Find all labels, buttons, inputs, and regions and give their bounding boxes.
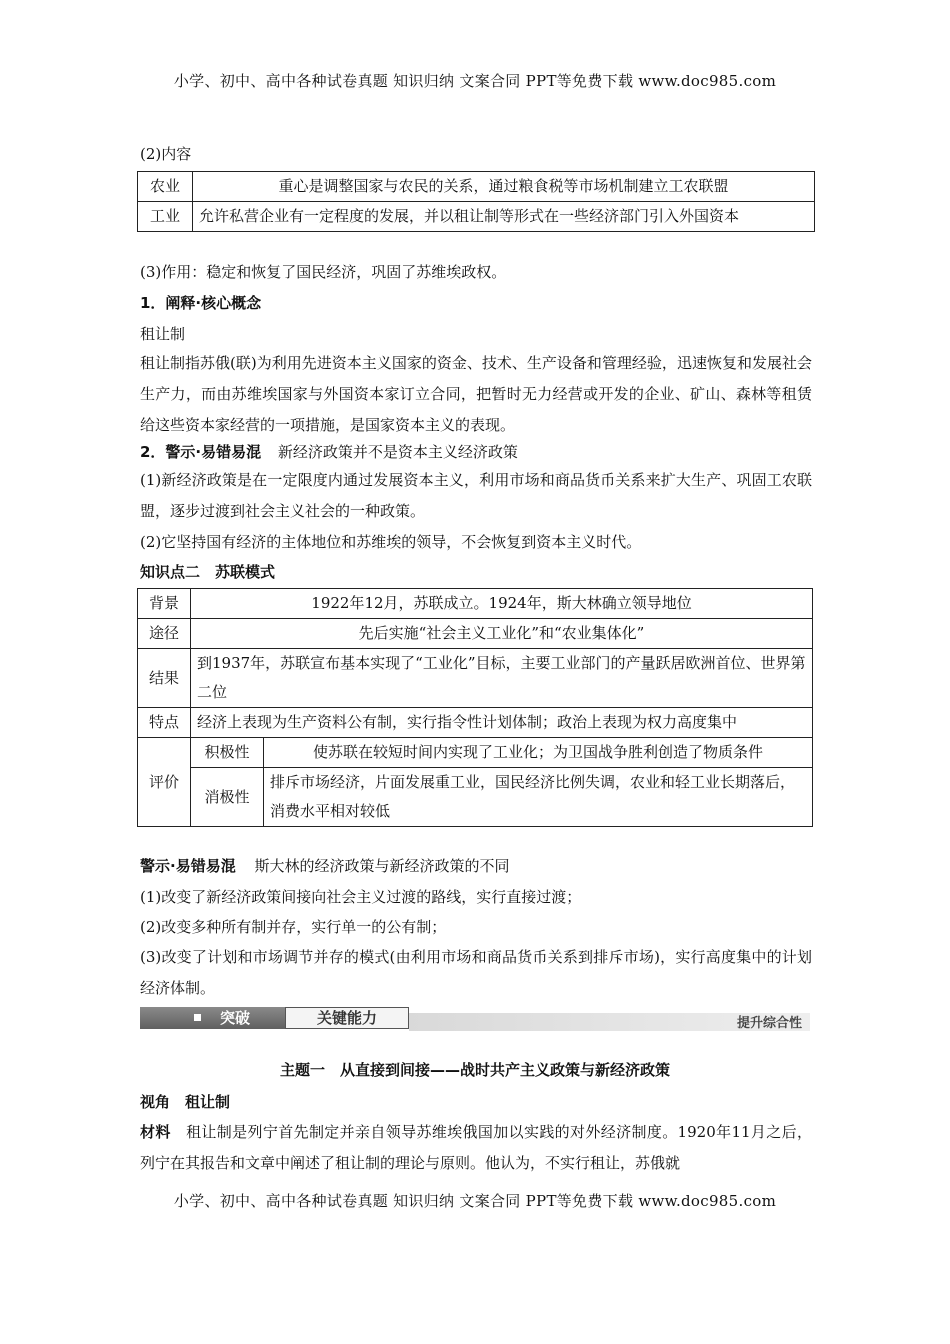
concept-heading: 1．阐释·核心概念 bbox=[140, 294, 262, 312]
evaluation-key: 评价 bbox=[138, 738, 191, 827]
warn1-heading-line bbox=[140, 441, 815, 463]
table-row bbox=[138, 202, 815, 232]
banner-left-label: 突破 bbox=[220, 1009, 251, 1027]
table-row bbox=[138, 649, 813, 708]
result-value: 到1937年，苏联宣布基本实现了“工业化”目标，主要工业部门的产量跃居欧洲首位、世界第二位 bbox=[191, 649, 813, 708]
material-label: 材料 bbox=[140, 1123, 171, 1141]
result-key: 结果 bbox=[138, 649, 191, 708]
negative-key: 消极性 bbox=[191, 768, 264, 827]
feature-value: 经济上表现为生产资料公有制，实行指令性计划体制；政治上表现为权力高度集中 bbox=[191, 708, 813, 738]
banner-right-label: 提升综合性 bbox=[736, 1016, 802, 1031]
feature-key: 特点 bbox=[138, 708, 191, 738]
warn2-para-3: (3)改变了计划和市场调节并存的模式(由利用市场和商品货币关系到排斥市场)，实行高度集中的计划经济体制。 bbox=[140, 948, 812, 997]
soviet-model-table bbox=[137, 588, 813, 827]
content-title: (2)内容 bbox=[140, 145, 192, 163]
background-value: 1922年12月，苏联成立。1924年，斯大林确立领导地位 bbox=[191, 589, 813, 619]
page-footer: 小学、初中、高中各种试卷真题 知识归纳 文案合同 PPT等免费下载 www.doc985.com bbox=[173, 1192, 777, 1210]
warn2-heading: 警示·易错易混 bbox=[140, 857, 236, 875]
material-para bbox=[140, 1117, 812, 1179]
warn1-subtitle: 新经济政策并不是资本主义经济政策 bbox=[277, 443, 518, 461]
concept-term: 租让制 bbox=[140, 325, 186, 343]
negative-value: 排斥市场经济，片面发展重工业，国民经济比例失调，农业和轻工业长期落后，消费水平相对较低 bbox=[264, 768, 813, 827]
topic-title: 主题一 从直接到间接——战时共产主义政策与新经济政策 bbox=[279, 1061, 670, 1079]
path-value: 先后实施“社会主义工业化”和“农业集体化” bbox=[191, 619, 813, 649]
table-row bbox=[138, 738, 813, 768]
agri-key: 农业 bbox=[138, 172, 193, 202]
background-key: 背景 bbox=[138, 589, 191, 619]
banner-square-icon bbox=[194, 1014, 201, 1021]
path-key: 途径 bbox=[138, 619, 191, 649]
positive-value: 使苏联在较短时间内实现了工业化；为卫国战争胜利创造了物质条件 bbox=[264, 738, 813, 768]
content-table bbox=[137, 171, 815, 232]
warn2-para-1: (1)改变了新经济政策间接向社会主义过渡的路线，实行直接过渡； bbox=[140, 888, 582, 906]
table-row bbox=[138, 768, 813, 827]
perspective-line: 视角 租让制 bbox=[140, 1093, 231, 1111]
warn1-para-2: (2)它坚持国有经济的主体地位和苏维埃的领导，不会恢复到资本主义时代。 bbox=[140, 533, 642, 551]
agri-value: 重心是调整国家与农民的关系，通过粮食税等市场机制建立工农联盟 bbox=[193, 172, 815, 202]
warn2-heading-line bbox=[140, 855, 815, 877]
section-banner bbox=[140, 1007, 810, 1033]
concept-text: 租让制指苏俄(联)为利用先进资本主义国家的资金、技术、生产设备和管理经验，迅速恢复和发展社会生产力，而由苏维埃国家与外国资本家订立合同，把暂时无力经营或开发的企业、矿山、森林等租赁给这些资本家经营的一项措施，是国家资本主义的表现。 bbox=[140, 354, 812, 434]
page-header: 小学、初中、高中各种试卷真题 知识归纳 文案合同 PPT等免费下载 www.doc985.com bbox=[173, 72, 777, 90]
table-row bbox=[138, 172, 815, 202]
kp2-heading: 知识点二 苏联模式 bbox=[140, 563, 276, 581]
warn2-subtitle: 斯大林的经济政策与新经济政策的不同 bbox=[254, 857, 510, 875]
industry-value: 允许私营企业有一定程度的发展，并以租让制等形式在一些经济部门引入外国资本 bbox=[193, 202, 815, 232]
table-row bbox=[138, 619, 813, 649]
effect-line: (3)作用：稳定和恢复了国民经济，巩固了苏维埃政权。 bbox=[140, 263, 507, 281]
table-row bbox=[138, 589, 813, 619]
material-text: 租让制是列宁首先制定并亲自领导苏维埃俄国加以实践的对外经济制度。1920年11月之后，列宁在其报告和文章中阐述了租让制的理论与原则。他认为，不实行租让，苏俄就 bbox=[140, 1123, 812, 1172]
table-row bbox=[138, 708, 813, 738]
warn1-para-1: (1)新经济政策是在一定限度内通过发展资本主义，利用市场和商品货币关系来扩大生产、巩固工农联盟，逐步过渡到社会主义社会的一种政策。 bbox=[140, 471, 812, 520]
banner-box-label: 关键能力 bbox=[285, 1007, 409, 1029]
industry-key: 工业 bbox=[138, 202, 193, 232]
warn2-para-2: (2)改变多种所有制并存，实行单一的公有制； bbox=[140, 918, 447, 936]
warn1-heading: 2．警示·易错易混 bbox=[140, 443, 262, 461]
banner-dark-block bbox=[140, 1007, 285, 1029]
positive-key: 积极性 bbox=[191, 738, 264, 768]
